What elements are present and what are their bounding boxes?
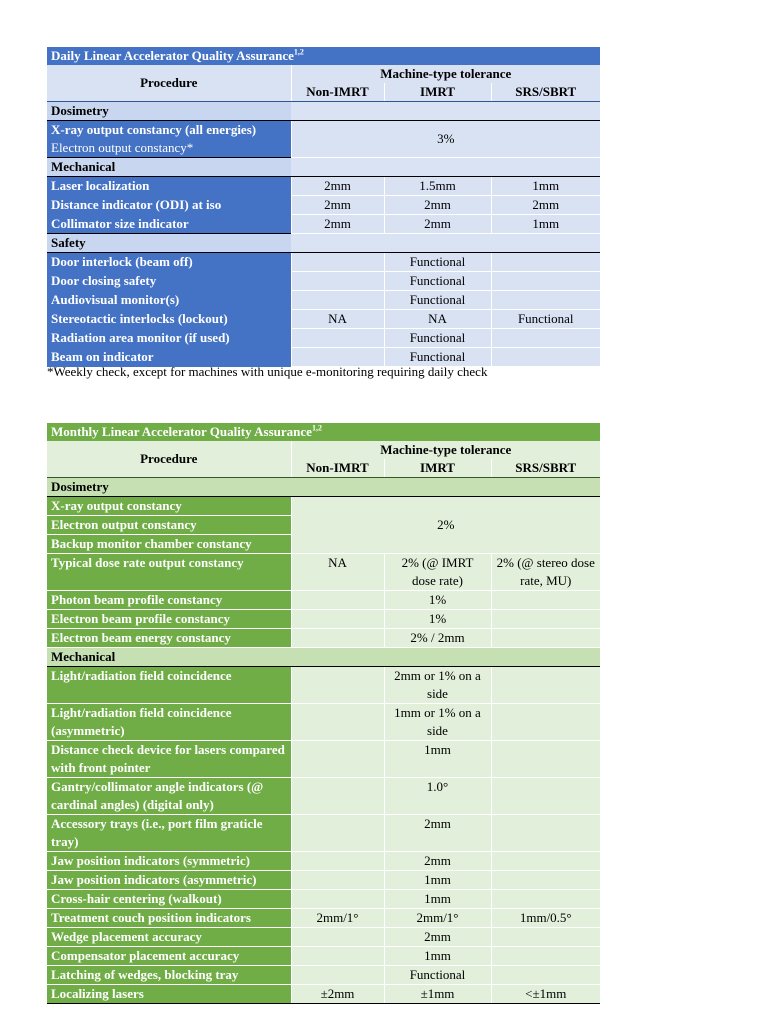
monthly-cell: 1mm bbox=[384, 871, 491, 890]
monthly-row-label: Photon beam profile constancy bbox=[47, 591, 291, 610]
monthly-title-text: Monthly Linear Accelerator Quality Assurance bbox=[51, 424, 312, 439]
monthly-row-label: Treatment couch position indicators bbox=[47, 909, 291, 928]
monthly-cell bbox=[291, 741, 384, 778]
monthly-cell: 2mm/1° bbox=[384, 909, 491, 928]
monthly-row-label: X-ray output constancy bbox=[47, 497, 291, 516]
daily-section-fill bbox=[291, 158, 600, 177]
monthly-cell: 2% (@ stereo dose rate, MU) bbox=[491, 554, 600, 591]
daily-output-value: 3% bbox=[291, 121, 600, 158]
monthly-row-label: Localizing lasers bbox=[47, 985, 291, 1004]
monthly-cell: NA bbox=[291, 554, 384, 591]
daily-cell: 2mm bbox=[291, 196, 384, 215]
monthly-cell: 2mm bbox=[384, 815, 491, 852]
monthly-cell: 1mm bbox=[384, 947, 491, 966]
daily-title-row bbox=[47, 47, 600, 65]
monthly-cell bbox=[291, 815, 384, 852]
monthly-cell: 1% bbox=[384, 591, 491, 610]
monthly-cell: 2mm or 1% on a side bbox=[384, 667, 491, 704]
daily-cell: Functional bbox=[384, 272, 491, 291]
monthly-cell bbox=[491, 815, 600, 852]
daily-row-label: Radiation area monitor (if used) bbox=[47, 329, 291, 348]
monthly-row-label: Compensator placement accuracy bbox=[47, 947, 291, 966]
daily-cell bbox=[491, 253, 600, 272]
daily-footnote: *Weekly check, except for machines with unique e-monitoring requiring daily check bbox=[47, 364, 488, 379]
daily-title-sup: 1,2 bbox=[293, 47, 304, 57]
monthly-row-label: Typical dose rate output constancy bbox=[47, 554, 291, 591]
daily-cell: Functional bbox=[384, 253, 491, 272]
daily-cell: Functional bbox=[384, 329, 491, 348]
monthly-row-label: Wedge placement accuracy bbox=[47, 928, 291, 947]
monthly-cell bbox=[291, 591, 384, 610]
daily-title bbox=[47, 47, 600, 65]
monthly-cell bbox=[291, 610, 384, 629]
monthly-col-non-imrt: Non-IMRT bbox=[291, 459, 384, 478]
daily-section-fill bbox=[291, 234, 600, 253]
monthly-cell bbox=[491, 704, 600, 741]
monthly-cell bbox=[291, 852, 384, 871]
daily-cell: Functional bbox=[384, 291, 491, 310]
daily-row-label: Distance indicator (ODI) at iso bbox=[47, 196, 291, 215]
daily-row-label: Door closing safety bbox=[47, 272, 291, 291]
daily-col-srs-sbrt: SRS/SBRT bbox=[491, 83, 600, 102]
daily-cell bbox=[491, 291, 600, 310]
monthly-cell bbox=[291, 947, 384, 966]
monthly-cell: 1mm bbox=[384, 741, 491, 778]
daily-section-safety: Safety bbox=[47, 234, 291, 253]
monthly-cell: 1mm or 1% on a side bbox=[384, 704, 491, 741]
daily-cell: 1.5mm bbox=[384, 177, 491, 196]
monthly-title bbox=[47, 423, 600, 441]
daily-cell bbox=[491, 348, 600, 367]
daily-row-label: Laser localization bbox=[47, 177, 291, 196]
daily-cell: 2mm bbox=[384, 196, 491, 215]
daily-cell bbox=[491, 329, 600, 348]
monthly-cell: 2mm/1° bbox=[291, 909, 384, 928]
daily-cell: 2mm bbox=[291, 215, 384, 234]
monthly-section-fill bbox=[291, 478, 600, 497]
daily-col-imrt: IMRT bbox=[384, 83, 491, 102]
monthly-col-srs-sbrt: SRS/SBRT bbox=[491, 459, 600, 478]
monthly-cell bbox=[291, 704, 384, 741]
daily-cell bbox=[291, 329, 384, 348]
monthly-cell: ±1mm bbox=[384, 985, 491, 1004]
daily-row-label: Beam on indicator bbox=[47, 348, 291, 367]
monthly-cell bbox=[291, 890, 384, 909]
monthly-cell: 1mm bbox=[384, 890, 491, 909]
monthly-row-label: Jaw position indicators (asymmetric) bbox=[47, 871, 291, 890]
daily-cell bbox=[291, 253, 384, 272]
monthly-cell: ±2mm bbox=[291, 985, 384, 1004]
daily-cell bbox=[291, 272, 384, 291]
monthly-section-mechanical: Mechanical bbox=[47, 648, 291, 667]
monthly-row-label: Electron output constancy bbox=[47, 516, 291, 535]
daily-row-label: Electron output constancy* bbox=[47, 139, 291, 158]
monthly-cell bbox=[491, 591, 600, 610]
daily-cell: Functional bbox=[491, 310, 600, 329]
monthly-tolerance-header: Machine-type tolerance bbox=[291, 441, 600, 459]
monthly-row-label: Cross-hair centering (walkout) bbox=[47, 890, 291, 909]
daily-cell: 1mm bbox=[491, 215, 600, 234]
monthly-row-label: Gantry/collimator angle indicators (@ cardinal angles) (digital only) bbox=[47, 778, 291, 815]
monthly-cell bbox=[491, 629, 600, 648]
daily-cell bbox=[491, 272, 600, 291]
monthly-cell bbox=[491, 778, 600, 815]
monthly-cell bbox=[491, 928, 600, 947]
monthly-procedure-header: Procedure bbox=[47, 441, 291, 478]
daily-cell: 2mm bbox=[291, 177, 384, 196]
monthly-output-value: 2% bbox=[291, 497, 600, 554]
monthly-cell bbox=[291, 928, 384, 947]
daily-section-mechanical: Mechanical bbox=[47, 158, 291, 177]
monthly-row-label: Light/radiation field coincidence bbox=[47, 667, 291, 704]
daily-row-label: Stereotactic interlocks (lockout) bbox=[47, 310, 291, 329]
daily-cell: NA bbox=[384, 310, 491, 329]
monthly-cell: 1% bbox=[384, 610, 491, 629]
monthly-row-label: Light/radiation field coincidence (asymmetric) bbox=[47, 704, 291, 741]
monthly-cell bbox=[491, 667, 600, 704]
monthly-row-label: Latching of wedges, blocking tray bbox=[47, 966, 291, 985]
monthly-cell: 1mm/0.5° bbox=[491, 909, 600, 928]
monthly-row-label: Backup monitor chamber constancy bbox=[47, 535, 291, 554]
daily-section-dosimetry: Dosimetry bbox=[47, 102, 291, 121]
daily-tolerance-header: Machine-type tolerance bbox=[291, 65, 600, 83]
monthly-cell: 2mm bbox=[384, 928, 491, 947]
monthly-cell: 1.0° bbox=[384, 778, 491, 815]
daily-cell: 2mm bbox=[491, 196, 600, 215]
monthly-cell bbox=[291, 629, 384, 648]
monthly-row-label: Jaw position indicators (symmetric) bbox=[47, 852, 291, 871]
monthly-section-fill bbox=[291, 648, 600, 667]
monthly-cell: 2mm bbox=[384, 852, 491, 871]
monthly-cell bbox=[291, 871, 384, 890]
daily-col-non-imrt: Non-IMRT bbox=[291, 83, 384, 102]
monthly-cell bbox=[491, 890, 600, 909]
monthly-row-label: Accessory trays (i.e., port film graticle tray) bbox=[47, 815, 291, 852]
daily-qa-table bbox=[47, 47, 600, 367]
monthly-row-label: Electron beam profile constancy bbox=[47, 610, 291, 629]
daily-cell bbox=[291, 291, 384, 310]
monthly-cell bbox=[491, 852, 600, 871]
monthly-col-imrt: IMRT bbox=[384, 459, 491, 478]
monthly-cell bbox=[491, 741, 600, 778]
monthly-cell bbox=[491, 947, 600, 966]
daily-procedure-header: Procedure bbox=[47, 65, 291, 102]
daily-title-text: Daily Linear Accelerator Quality Assurance bbox=[51, 48, 294, 63]
monthly-cell: Functional bbox=[384, 966, 491, 985]
daily-cell: Functional bbox=[384, 348, 491, 367]
monthly-cell bbox=[491, 871, 600, 890]
monthly-row-label: Distance check device for lasers compared with front pointer bbox=[47, 741, 291, 778]
daily-cell: 1mm bbox=[491, 177, 600, 196]
monthly-section-dosimetry: Dosimetry bbox=[47, 478, 291, 497]
monthly-cell bbox=[491, 610, 600, 629]
monthly-title-sup: 1,2 bbox=[311, 423, 322, 433]
monthly-cell: 2% / 2mm bbox=[384, 629, 491, 648]
monthly-cell bbox=[291, 966, 384, 985]
daily-row-label: Collimator size indicator bbox=[47, 215, 291, 234]
monthly-row-label: Electron beam energy constancy bbox=[47, 629, 291, 648]
monthly-cell bbox=[291, 778, 384, 815]
daily-row-label: X-ray output constancy (all energies) bbox=[47, 121, 291, 140]
monthly-cell bbox=[491, 966, 600, 985]
monthly-cell: <±1mm bbox=[491, 985, 600, 1004]
daily-cell: 2mm bbox=[384, 215, 491, 234]
daily-section-fill bbox=[291, 102, 600, 121]
monthly-cell: 2% (@ IMRT dose rate) bbox=[384, 554, 491, 591]
daily-row-label: Door interlock (beam off) bbox=[47, 253, 291, 272]
monthly-cell bbox=[291, 667, 384, 704]
daily-cell: NA bbox=[291, 310, 384, 329]
monthly-qa-table bbox=[47, 423, 600, 1004]
daily-row-label: Audiovisual monitor(s) bbox=[47, 291, 291, 310]
